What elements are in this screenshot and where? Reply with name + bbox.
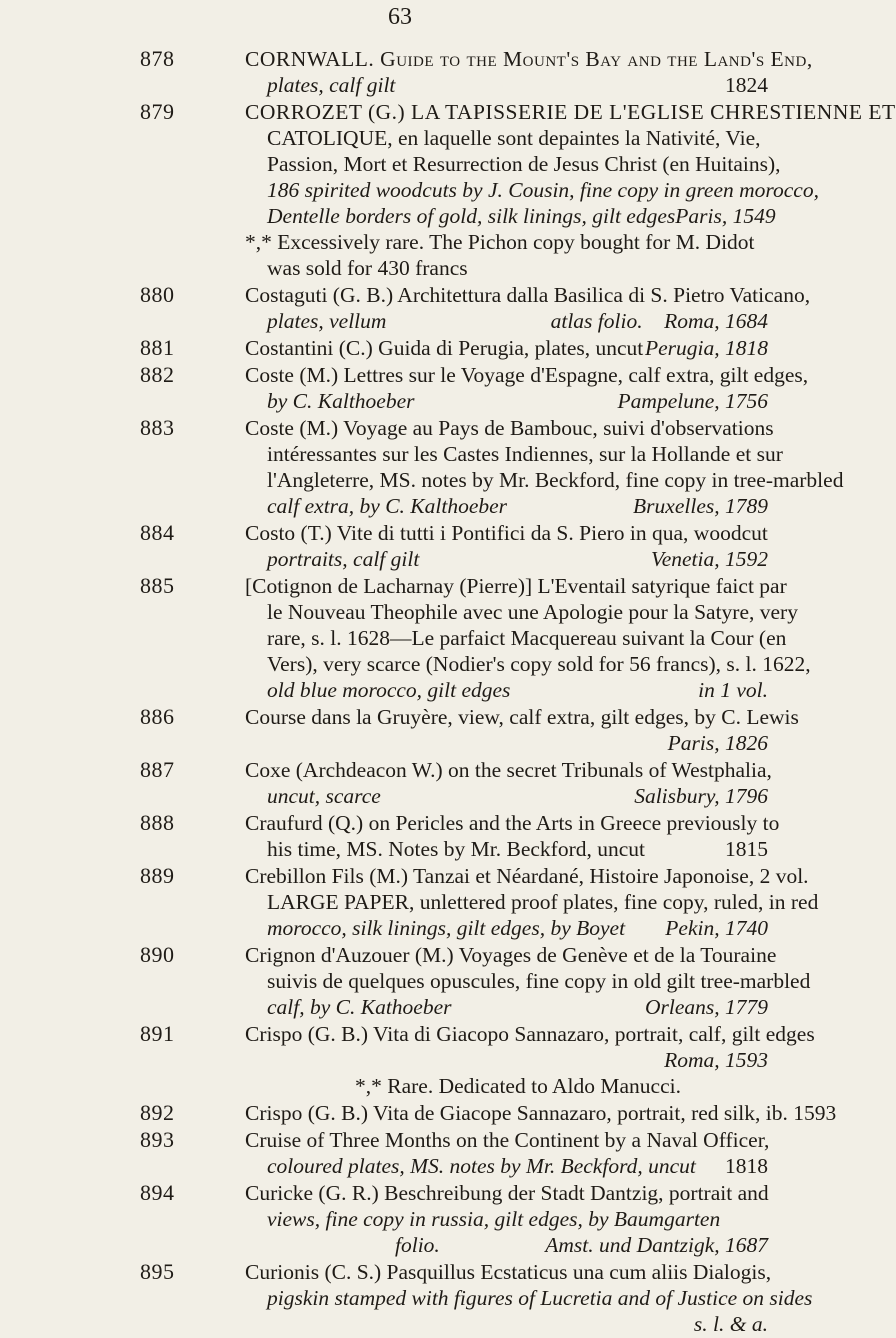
lot-entry-884: [0, 520, 800, 572]
lot-entry-892: [0, 1100, 837, 1126]
entry-line: Course dans la Gruyère, view, calf extra, gilt edges, by C. Lewis: [245, 705, 799, 729]
entry-note: *,* Rare. Dedicated to Aldo Manucci.: [355, 1074, 681, 1098]
entry-line: [Cotignon de Lacharnay (Pierre)] L'Eventail satyrique faict par: [245, 574, 787, 598]
lot-entry-881: [0, 335, 800, 361]
entry-line: Coste (M.) Voyage au Pays de Bambouc, suivi d'observations: [245, 416, 774, 440]
entry-line: Crispo (G. B.) Vita de Giacope Sannazaro, portrait, red silk, ib. 1593: [245, 1101, 837, 1125]
entry-line: pigskin stamped with figures of Lucretia and of Justice on sides: [267, 1286, 813, 1310]
lot-number: 882: [140, 362, 175, 387]
lot-number: 879: [140, 99, 175, 124]
entry-line: uncut, scarce Salisbury, 1796: [267, 784, 768, 808]
entry-line: le Nouveau Theophile avec une Apologie pour la Satyre, very: [267, 600, 798, 624]
lot-number: 883: [140, 415, 175, 440]
entry-line: Coste (M.) Lettres sur le Voyage d'Espagne, calf extra, gilt edges,: [245, 363, 809, 387]
lot-entry-895: [0, 1259, 813, 1337]
lot-entry-887: [0, 757, 800, 809]
entry-line: Crispo (G. B.) Vita di Giacopo Sannazaro, portrait, calf, gilt edges: [245, 1022, 815, 1046]
lot-entry-893: [0, 1127, 800, 1179]
entry-line: folio. Amst. und Dantzigk, 1687: [395, 1233, 768, 1257]
entry-line: Dentelle borders of gold, silk linings, gilt edges Paris, 1549: [267, 204, 776, 228]
entry-line: coloured plates, MS. notes by Mr. Beckford, uncut 1818: [267, 1154, 768, 1178]
entry-line: plates, calf gilt 1824: [267, 73, 768, 97]
entry-line: rare, s. l. 1628—Le parfaict Macquereau suivant la Cour (en: [267, 626, 787, 650]
entry-line: CORROZET (G.) LA TAPISSERIE DE L'EGLISE CHRESTIENNE ET: [245, 100, 896, 124]
lot-number: 884: [140, 520, 175, 545]
entry-line: Vers), very scarce (Nodier's copy sold for 56 francs), s. l. 1622,: [267, 652, 811, 676]
lot-number: 894: [140, 1180, 175, 1205]
entry-line: Cruise of Three Months on the Continent by a Naval Officer,: [245, 1128, 770, 1152]
lot-entry-880: [0, 282, 811, 334]
entry-line: Crignon d'Auzouer (M.) Voyages de Genève et de la Touraine: [245, 943, 777, 967]
entry-line: Crebillon Fils (M.) Tanzai et Néardané, Histoire Japonoise, 2 vol.: [245, 864, 809, 888]
entry-line: suivis de quelques opuscules, fine copy in old gilt tree-marbled: [267, 969, 811, 993]
entry-line: Curicke (G. R.) Beschreibung der Stadt Dantzig, portrait and: [245, 1181, 769, 1205]
lot-number: 888: [140, 810, 175, 835]
entry-line: l'Angleterre, MS. notes by Mr. Beckford, fine copy in tree-marbled: [267, 468, 844, 492]
lot-number: 878: [140, 46, 175, 71]
entry-line: calf extra, by C. Kalthoeber Bruxelles, 1789: [267, 494, 768, 518]
lot-entry-878: [0, 46, 813, 98]
entry-line: Curionis (C. S.) Pasquillus Ecstaticus una cum aliis Dialogis,: [245, 1260, 772, 1284]
lot-entry-879: [0, 99, 896, 281]
lot-list: [0, 46, 896, 1338]
entry-note: *,* Excessively rare. The Pichon copy bought for M. Didot: [245, 230, 755, 254]
lot-entry-890: [0, 942, 811, 1020]
entry-line: Costantini (C.) Guida di Perugia, plates, uncut Perugia, 1818: [245, 336, 768, 360]
lot-number: 885: [140, 573, 175, 598]
entry-line: his time, MS. Notes by Mr. Beckford, uncut 1815: [267, 837, 768, 861]
lot-number: 887: [140, 757, 175, 782]
entry-line: was sold for 430 francs: [267, 256, 468, 280]
entry-line: 186 spirited woodcuts by J. Cousin, fine copy in green morocco,: [267, 178, 819, 202]
entry-line: calf, by C. Kathoeber Orleans, 1779: [267, 995, 768, 1019]
lot-number: 889: [140, 863, 175, 888]
entry-line: Passion, Mort et Resurrection de Jesus Christ (en Huitains),: [267, 152, 781, 176]
lot-entry-885: [0, 573, 811, 703]
lot-number: 895: [140, 1259, 175, 1284]
entry-line: views, fine copy in russia, gilt edges, by Baumgarten: [267, 1207, 721, 1231]
lot-number: 891: [140, 1021, 175, 1046]
entry-line: by C. Kalthoeber Pampelune, 1756: [267, 389, 768, 413]
lot-entry-886: [0, 704, 800, 756]
lot-entry-883: [0, 415, 844, 519]
entry-line: Coxe (Archdeacon W.) on the secret Tribunals of Westphalia,: [245, 758, 772, 782]
lot-entry-882: [0, 362, 809, 414]
lot-entry-894: [0, 1180, 800, 1258]
entry-line: LARGE PAPER, unlettered proof plates, fine copy, ruled, in red: [267, 890, 819, 914]
lot-entry-888: [0, 810, 800, 862]
lot-number: 881: [140, 335, 175, 360]
entry-line: Paris, 1826: [667, 731, 768, 755]
entry-line: Costo (T.) Vite di tutti i Pontifici da S. Piero in qua, woodcut: [245, 521, 768, 545]
entry-line: plates, vellum atlas folio. Roma, 1684: [267, 309, 768, 333]
lot-number: 892: [140, 1100, 175, 1125]
lot-number: 880: [140, 282, 175, 307]
lot-number: 886: [140, 704, 175, 729]
entry-line: CORNWALL. Guide to the Mount's Bay and the Land's End,: [245, 47, 813, 71]
entry-line: Craufurd (Q.) on Pericles and the Arts in Greece previously to: [245, 811, 780, 835]
entry-line: Costaguti (G. B.) Architettura dalla Basilica di S. Pietro Vaticano,: [245, 283, 811, 307]
entry-line: CATOLIQUE, en laquelle sont depaintes la Nativité, Vie,: [267, 126, 761, 150]
lot-number: 893: [140, 1127, 175, 1152]
lot-number: 890: [140, 942, 175, 967]
lot-entry-891: [0, 1021, 815, 1099]
entry-line: portraits, calf gilt Venetia, 1592: [267, 547, 768, 571]
entry-line: s. l. & a.: [693, 1312, 768, 1336]
entry-line: old blue morocco, gilt edges in 1 vol.: [267, 678, 768, 702]
lot-entry-889: [0, 863, 819, 941]
entry-line: Roma, 1593: [664, 1048, 768, 1072]
entry-line: morocco, silk linings, gilt edges, by Boyet Pekin, 1740: [267, 916, 768, 940]
page-number: 63: [388, 4, 412, 30]
entry-line: intéressantes sur les Castes Indiennes, sur la Hollande et sur: [267, 442, 783, 466]
